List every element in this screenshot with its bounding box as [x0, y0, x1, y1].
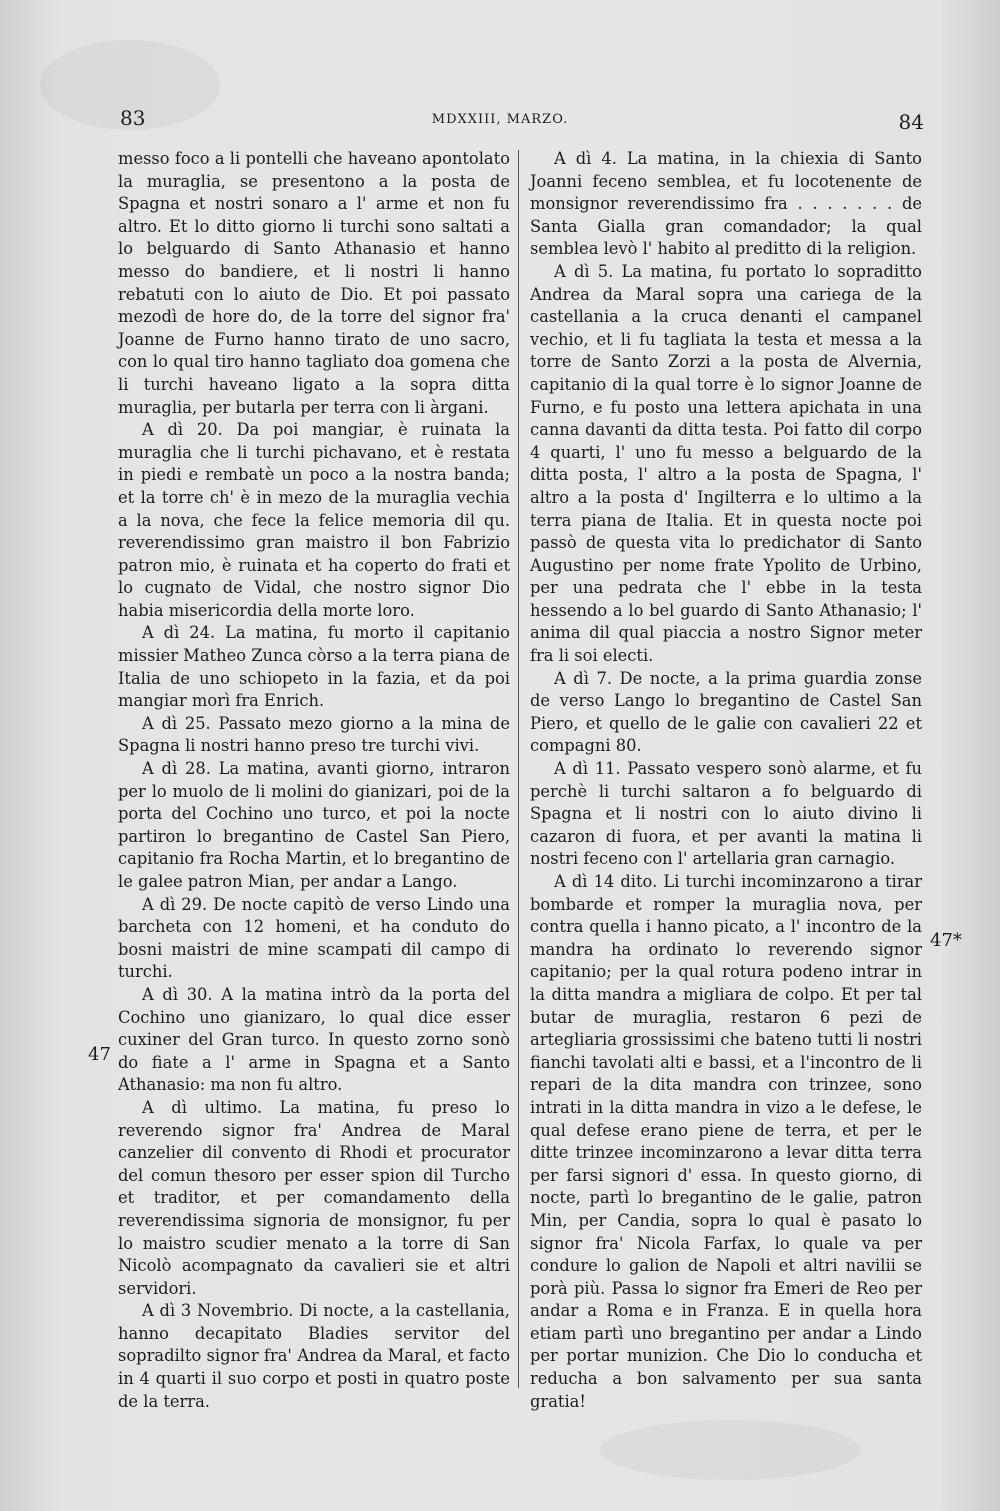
paragraph: A dì 4. La matina, in la chiexia di Santo Joanni feceno semblea, et fu locotenente de monsignor reverendissimo fra . . . . . . . de Santa Gialla gran comandador; la qual semblea levò l' habito al preditto di la religion. — [530, 149, 922, 259]
left-column — [118, 148, 510, 1413]
column-divider — [518, 150, 519, 1388]
paragraph: A dì ultimo. La matina, fu preso lo reverendo signor fra' Andrea de Maral canzelier dil convento di Rhodi et procurator del comun thesoro per esser spion dil Turcho et traditor, et per comandamento della reverendissima signoria de monsignor, fu per lo maistro scudier menato a la torre di San Nicolò acompagnato da cavalieri sie et altri servidori. — [118, 1097, 510, 1298]
page-number-left: 83 — [120, 106, 146, 130]
page-header — [0, 106, 1000, 136]
margin-note-right: 47* — [930, 930, 962, 951]
right-column — [530, 148, 922, 1413]
paragraph: A dì 7. De nocte, a la prima guardia zonse de verso Lango lo bregantino de Castel San Piero, et quello de le galie con cavalieri 22 et compagni 80. — [530, 668, 922, 756]
paragraph: A dì 3 Novembrio. Di nocte, a la castellania, hanno decapitato Bladies servitor del sopradilto signor fra' Andrea da Maral, et facto in 4 quarti il suo corpo et posti in quatro poste de la terra. — [118, 1301, 510, 1411]
paragraph: A dì 11. Passato vespero sonò alarme, et fu perchè li turchi saltaron a fo belguardo di Spagna et li nostri con lo aiuto divino li cazaron di fuora, et per avanti la matina li nostri feceno con l' artellaria gran carnagio. — [530, 759, 922, 869]
running-head: MDXXIII, MARZO. — [431, 112, 569, 127]
page-number-right: 84 — [898, 110, 924, 134]
paragraph: A dì 25. Passato mezo giorno a la mina de Spagna li nostri hanno preso tre turchi vivi. — [118, 713, 510, 756]
paragraph: A dì 29. De nocte capitò de verso Lindo una barcheta con 12 homeni, et ha conduto do bosni maistri de mine scampati dil campo di turchi. — [118, 894, 510, 982]
paragraph: A dì 14 dito. Li turchi incominzarono a tirar bombarde et romper la muraglia nova, per contra quella i hanno picato, a l' incontro de la mandra ha ordinato lo reverendo signor capitanio; per la qual rotura podeno intrar in la ditta mandra a migliara de colpo. Et per tal butar de muraglia, restaron 6 pezi de artegliaria grossissimi che bateno tutti li nostri fianchi tavolati alti e bassi, et a l'incontro de li repari de la dita mandra con trinzee, sono intrati in la ditta mandra in vizo a le defese, le qual defese erano piene de terra, et per le ditte trinzee incominzarono a levar ditta terra per farsi signori d' essa. In questo giorno, di nocte, partì lo bregantino de le galie, patron Min, per Candia, sopra lo qual è pasato lo signor fra' Nicola Farfax, lo quale va per condure lo galion de Napoli et altri navilii se porà più. Passa lo signor fra Emeri de Reo per andar a Roma e in Franza. E in quella hora etiam partì uno bregantino per andar a Lindo per portar munizion. Che Dio lo conducha et reducha a bon salvamento per sua santa gratia! — [530, 872, 922, 1411]
paragraph: A dì 28. La matina, avanti giorno, intraron per lo muolo de li molini do gianizari, poi de la porta del Cochino uno turco, et poi la nocte partiron lo bregantino de Castel San Piero, capitanio fra Rocha Martin, et lo bregantino de le galee patron Mian, per andar a Lango. — [118, 759, 510, 891]
paper-stain — [600, 1420, 860, 1480]
paragraph: messo foco a li pontelli che haveano apontolato la muraglia, se presentono a la posta de Spagna et nostri sonaro a l' arme et non fu altro. Et lo ditto giorno li turchi sono saltati a lo belguardo di Santo Athanasio et hanno messo do bandiere, et li nostri li hanno rebatuti con lo aiuto de Dio. Et poi passato mezodì de hore do, de la torre del signor fra' Joanne de Furno hanno tirato de uno sacro, con lo qual tiro hanno tagliato doa gomena che li turchi haveano ligato a la sopra ditta muraglia, per butarla per terra con li àrgani. — [118, 149, 510, 417]
paragraph: A dì 30. A la matina intrò da la porta del Cochino uno gianizaro, lo qual dice esser cuxiner del Gran turco. In questo zorno sonò do fiate a l' arme in Spagna et a Santo Athanasio: ma non fu altro. — [118, 984, 510, 1095]
margin-note-left: 47 — [88, 1044, 111, 1065]
paragraph: A dì 20. Da poi mangiar, è ruinata la muraglia che li turchi pichavano, et è restata in piedi e rembatè un poco a la nostra banda; et la torre ch' è in mezo de la muraglia vechia a la nova, che fece la felice memoria dil qu. reverendissimo gran maistro il bon Fabrizio patron mio, è ruinata et ha coperto do frati et lo cugnato de Vidal, che nostro signor Dio habia misericordia della morte loro. — [118, 420, 510, 620]
paragraph: A dì 24. La matina, fu morto il capitanio missier Matheo Zunca còrso a la terra piana de Italia de uno schiopeto in la fazia, et da poi mangiar morì fra Enrich. — [118, 623, 510, 711]
paragraph: A dì 5. La matina, fu portato lo sopraditto Andrea da Maral sopra una cariega de la castellania a la cruca denanti el campanel vechio, et li fu tagliata la testa et messa a la torre de Santo Zorzi a la posta de Alvernia, capitanio di la qual torre è lo signor Joanne de Furno, e fu posto una lettera apichata in una canna davanti da ditta testa. Poi fatto dil corpo 4 quarti, l' uno fu messo a belguardo de la ditta posta, l' altro a la posta de Spagna, l' altro a la posta d' Ingilterra e lo ultimo a la terra piana de Italia. Et in questa nocte poi passò de questa vita lo predichator di Santo Augustino per nome frate Ypolito de Urbino, per una pedrata che l' ebbe in la testa hessendo a lo bel guardo di Santo Athanasio; l' anima dil qual piaccia a nostro Signor meter fra li soi electi. — [530, 261, 922, 666]
